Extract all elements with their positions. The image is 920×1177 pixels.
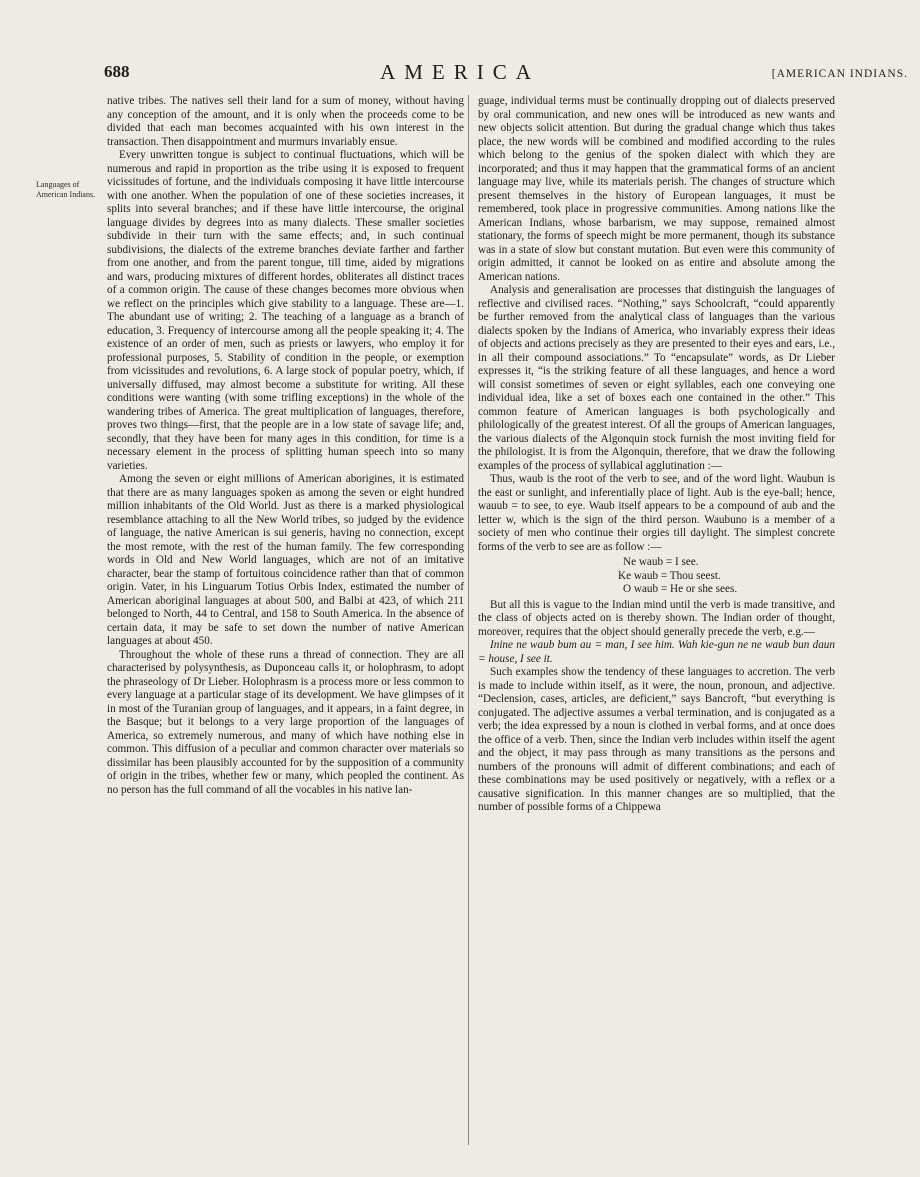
section-label: [AMERICAN INDIANS. (771, 68, 908, 80)
paragraph: Analysis and generalisation are processes that distinguish the languages of reflective and civilised races. “Nothing,” says Schoolcraft, “could apparently be further removed from the analytical class of languages than the various dialects spoken by the Indians of America, who invariably express their ideas of objects and actions precisely as they are presented to their eyes and ears, i.e., in all their compound associations.” To “encapsulate” words, as Dr Lieber expresses it, “is the striking feature of all these languages, and hence a word will consist sometimes of seven or eight syllables, each one conveying one individual idea, like a set of boxes each one contained in the other.” This common feature of American languages is both psychologically and philologically of the greatest interest. Of all the groups of American languages, the various dialects of the Algonquin stock furnish the most inviting field for the philologist. It is from the Algonquin, therefore, that we draw the following examples of the process of syllabical agglutination :— (478, 284, 835, 472)
page-number: 688 (104, 62, 130, 81)
running-title: AMERICA (380, 60, 540, 84)
verb-form: Ke waub = Thou seest. (618, 569, 721, 582)
verb-form: O waub = He or she sees. (623, 583, 738, 595)
paragraph: But all this is vague to the Indian mind until the verb is made transitive, and the class of objects acted on is thereby shown. The Indian order of thought, moreover, requires that the object should generally precede the verb, e.g.— (478, 598, 835, 638)
verb-form: Ne waub = I see. (623, 556, 699, 568)
paragraph: Throughout the whole of these runs a thread of connection. They are all characterised by polysynthesis, as Duponceau calls it, or holophrasm, to adopt the phraseology of Dr Lieber. Holophrasm is a process more or less common to every language at a particular stage of its development. We have glimpses of it in most of the Turanian group of languages, and it appears, in a faint degree, in the Basque; but it belongs to a very large proportion of the languages of America, so extremely numerous, and many of which have nothing else in common. This diffusion of a peculiar and common character over materials so dissimilar has been plausibly accounted for by the supposition of a community of origin in the tribes, whether few or many, which peopled the continent. As no person has the full command of all the vocables in his native lan- (107, 648, 464, 796)
right-column (478, 95, 835, 815)
paragraph: guage, individual terms must be continually dropping out of dialects preserved by oral communication, and new ones will be introduced as new wants and new objects solicit attention. But during the gradual change which thus takes place, the new words will be combined and modified according to the rules which belong to the genius of the spoken dialect with which they are incorporated; and thus it may happen that the grammatical forms of an ancient language may live, while its materials perish. The changes of structure which present themselves in the history of European languages, it must be remembered, took place in progressive communities. Among nations like the American Indians, whose barbarism, we may suppose, remained almost stationary, the forms of speech might be more permanent, though its substance was in a state of slow but constant mutation. But even were this community of origin admitted, it cannot be looked on as entire and absolute among the American nations. (478, 95, 835, 283)
left-column (107, 95, 464, 797)
paragraph: Every unwritten tongue is subject to continual fluctuations, which will be numerous and rapid in proportion as the tribe using it is exposed to frequent vicissitudes of fortune, and the individuals composing it have little intercourse with one another. When the population of one of these societies increases, it splits into several branches; and if these have little intercourse, the original language divides by degrees into as many dialects. These smaller societies subdivide in their turn with the same effects; and, in such continual subdivisions, the dialects of the extreme branches deviate farther and farther from one another, and from the parent tongue, till time, aided by migrations and wars, producing mixtures of different hordes, obliterates all distinct traces of a common origin. The cause of these changes becomes more obvious when we reflect on the principles which give stability to a language. These are—1. The abundant use of writing; 2. The teaching of a language as a branch of education, 3. Frequency of intercourse among all the people speaking it; 4. The existence of an order of men, such as priests or lawyers, who employ it for professional purposes, 5. Stability of condition in the people, or exemption from vicissitudes and revolutions, 6. A large stock of popular poetry, which, if universally diffused, may almost become a substitute for writing. All these conditions were wanting (with some trifling exceptions) in the whole of the wandering tribes of America. The great multiplication of languages, therefore, proves two things—first, that the people are in a low state of savage life; and, secondly, that they have been for many ages in this condition, for time is a necessary element in the process of splitting human speech into so many varieties. (107, 149, 464, 472)
example: Inine ne waub bum au = man, I see him. Wah kie-gun ne ne waub bun daun = house, I see it. (478, 639, 835, 665)
margin-note: Languages of American Indians. (36, 180, 96, 199)
verb-forms (478, 556, 835, 597)
paragraph: Among the seven or eight millions of American aborigines, it is estimated that there are as many languages spoken as among the seven or eight hundred million inhabitants of the Old World. Just as there is a marked physiological resemblance attaching to all the New World tribes, so judged by the evidence of language, the native American is sui generis, having no connection, except the most remote, with the rest of the human family. The few corresponding words in Old and New World languages, which are not of an imitative character, bear the stamp of fortuitous coincidence rather than that of common origin. Vater, in his Linguarum Totius Orbis Index, estimated the number of American aboriginal languages at about 500, and Balbi at 423, of which 211 belonged to North, 44 to Central, and 158 to South America. In the absence of certain data, it may be safe to set down the number of native American languages at about 450. (107, 473, 464, 647)
page-header (0, 62, 920, 90)
paragraph: native tribes. The natives sell their land for a sum of money, without having any conception of the amount, and it is only when the proceeds come to be divided that each man becomes acquainted with his own interest in the transaction. Then disappointment and murmurs invariably ensue. (107, 95, 464, 148)
paragraph: Thus, waub is the root of the verb to see, and of the word light. Waubun is the east or sunlight, and inferentially place of light. Aub is the eye-ball; hence, wauub = to see, to eye. Waub itself appears to be a compound of aub and the letter w, which is the sign of the third person. Waubuno is a member of a society of men who continue their orgies till daylight. The simplest concrete forms of the verb to see are as follow :— (478, 473, 835, 553)
paragraph: Such examples show the tendency of these languages to accretion. The verb is made to include within itself, as it were, the noun, pronoun, and adjective. “Declension, cases, articles, are deficient,” says Bancroft, “but everything is conjugated. The adjective assumes a verbal termination, and is conjugated as a verb; the idea expressed by a noun is clothed in verbal forms, and at once does the office of a verb. Then, since the Indian verb includes within itself the agent and the object, it may pass through as many transitions as the persons and numbers of the pronouns will admit of different combinations; and each of these combinations may be used positively or negatively, with a reflex or a causative signification. In this manner changes are so multiplied, that the number of possible forms of a Chippewa (478, 666, 835, 813)
column-divider (468, 95, 469, 1145)
